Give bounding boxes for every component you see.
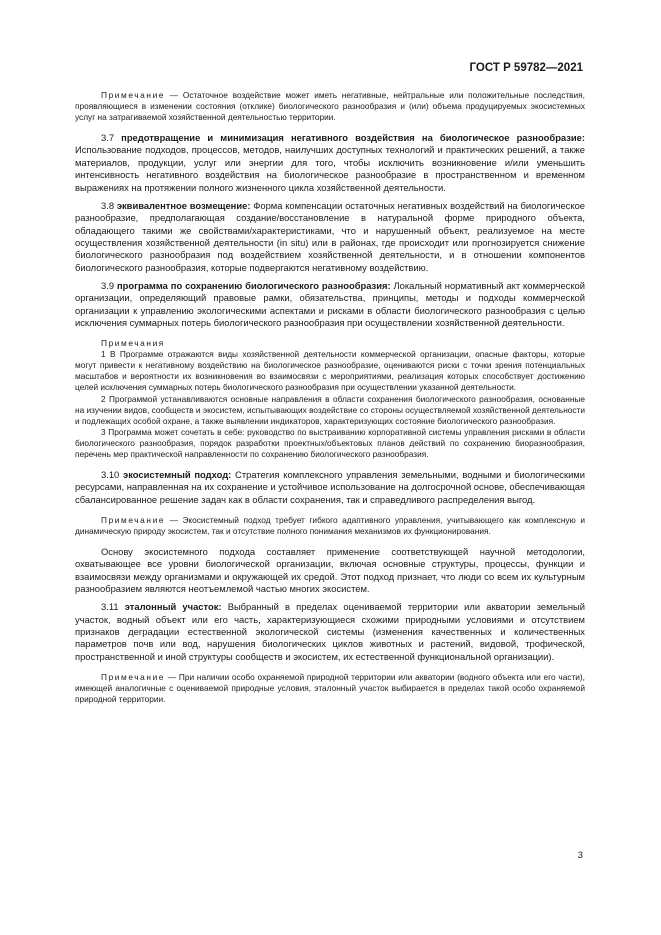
term-definition: Выбранный в пределах оцениваемой территории или акватории земельный участок, водный объект или его часть, характеризующиеся схожими природными условиями и отсутствием признаков деградации естественной экологической системы (изменения качественных и количественных параметров почв или вод, нарушения биологических циклов животных и растений, видовой, трофической, пространственной и иной структуры сообществ и экосистем, их естественной функциональной организации). (75, 601, 585, 662)
term-number: 3.10 (101, 468, 124, 480)
term-title: эквивалентное возмещение: (116, 199, 251, 211)
term-title: экосистемный подход: (123, 468, 232, 480)
term-3-9 (75, 280, 585, 329)
note-label: Примечание (101, 90, 166, 100)
note-ecosystem-approach (75, 515, 585, 537)
term-definition: Использование подходов, процессов, методов, наилучших доступных технологий и практических решений, а также материалов, продукции, услуг или энергии для того, чтобы исключить возникновение и/или уменьшить интенсивность негативного воздействия на биологическое разнообразие в пространственном и временном выражениях на протяжении полного жизненного цикла хозяйственной деятельности. (75, 144, 585, 193)
note-item: 3 Программа может сочетать в себе: руководство по выстраиванию корпоративной системы управления рисками в области биологического разнообразия, порядок разработки проектных/объектовых планов действий по сохранению биоразнообразия, перечень мер практической направленности по сохранению биологического разнообразия. (75, 426, 585, 459)
note-dash: — (165, 90, 183, 100)
term-definition: Форма компенсации остаточных негативных воздействий на биологическое разнообразие, предполагающая создание/восстановление в натуральной форме природного объекта, обладающего такими же свойствами/характеристиками, что и нарушенный объект, реализуемое на месте осуществления хозяйственной деятельности (in situ) или в районах, где происходит или прогнозируется снижение биологического разнообразия под воздействием хозяйственной деятельности, и в отношении компонентов биологического разнообразия, которые подвергаются негативному воздействию. (75, 199, 585, 273)
note-text: Остаточное воздействие может иметь негативные, нейтральные или положительные последствия, проявляющиеся в изменении состояния (отклике) биологического разнообразия и (или) объема продуцируемых экосистемных услуг на затрагиваемой хозяйственной деятельностью территории. (75, 90, 585, 123)
note-text: При наличии особо охраняемой природной территории или акватории (водного объекта или его части), имеющей аналогичные с оцениваемой природные условия, эталонный участок выбирается в пределах такой особо охраняемой природной территории. (75, 672, 585, 705)
paragraph-ecosystem-basis: Основу экосистемного подхода составляет применение соответствующей научной методологии, охватывающее все уровни биологической организации, включая основные структуры, процессы, функции и взаимосвязи между организмами и окружающей их средой. Этот подход признает, что люди со всем их культурным разнообразием являются неотъемлемой частью многих экосистем. (75, 545, 585, 594)
term-3-11 (75, 601, 585, 663)
term-number: 3.9 (101, 279, 117, 291)
term-number: 3.8 (101, 199, 117, 211)
note-dash: — (165, 672, 179, 683)
note-label: Примечание (101, 672, 166, 683)
term-title: программа по сохранению биологического разнообразия: (116, 279, 391, 291)
notes-heading-label: Примечания (101, 338, 165, 349)
term-title: эталонный участок: (124, 601, 222, 613)
note-item: 2 Программой устанавливаются основные направления в области сохранения биологического разнообразия, основанные на изучении видов, сообществ и экосистем, испытывающих воздействие со стороны осуществляемой хозяйственной деятельности и подлежащих особой охране, а также выявлении индикаторов, характеризующих состояние биологического разнообразия. (75, 393, 585, 426)
note-item: 1 В Программе отражаются виды хозяйственной деятельности коммерческой организации, опасные факторы, которые могут привести к негативному воздействию на биологическое разнообразие, оцениваются риски с точки зрения потенциальных масштабов и вероятности их возникновения во взаимосвязи с мероприятиями, реализация которых способствует достижению целей исключения суммарных потерь биологического разнообразия при осуществлении указанной деятельности. (75, 349, 585, 393)
term-definition: Локальный нормативный акт коммерческой организации, определяющий правовые рамки, обязательства, принципы, методы и подходы коммерческой организации к управлению экологическими аспектами и рисками в области биологического разнообразия с целью исключения суммарных потерь биологического разнообразия при осуществлении хозяйственной деятельности. (75, 279, 586, 328)
note-reference-site (75, 672, 585, 705)
notes-heading (75, 338, 585, 349)
term-3-7 (75, 132, 585, 194)
term-number: 3.11 (101, 601, 125, 613)
note-dash: — (165, 514, 183, 525)
note-text: Экосистемный подход требует гибкого адаптивного управления, учитывающего как комплексную и динамическую природу экосистем, так и отсутствие полного понимания механизмов их функционирования. (75, 514, 585, 536)
page-number: 3 (577, 849, 583, 860)
page-content (75, 90, 585, 705)
term-definition: Стратегия комплексного управления земельными, водными и биологическими ресурсами, направленная на их сохранение и устойчивое использование на долгосрочной основе, обеспечивающая сбалансированное решение задач как в области сохранения, так и справедливого распределения выгод. (75, 468, 585, 505)
note-label: Примечание (101, 514, 166, 525)
term-title: предотвращение и минимизация негативного воздействия на биологическое разнообразие: (121, 132, 586, 144)
term-number: 3.7 (101, 132, 122, 144)
note-residual-impact (75, 90, 585, 123)
standard-designation: ГОСТ Р 59782—2021 (469, 62, 583, 74)
term-3-10 (75, 469, 585, 506)
term-3-8 (75, 200, 585, 274)
